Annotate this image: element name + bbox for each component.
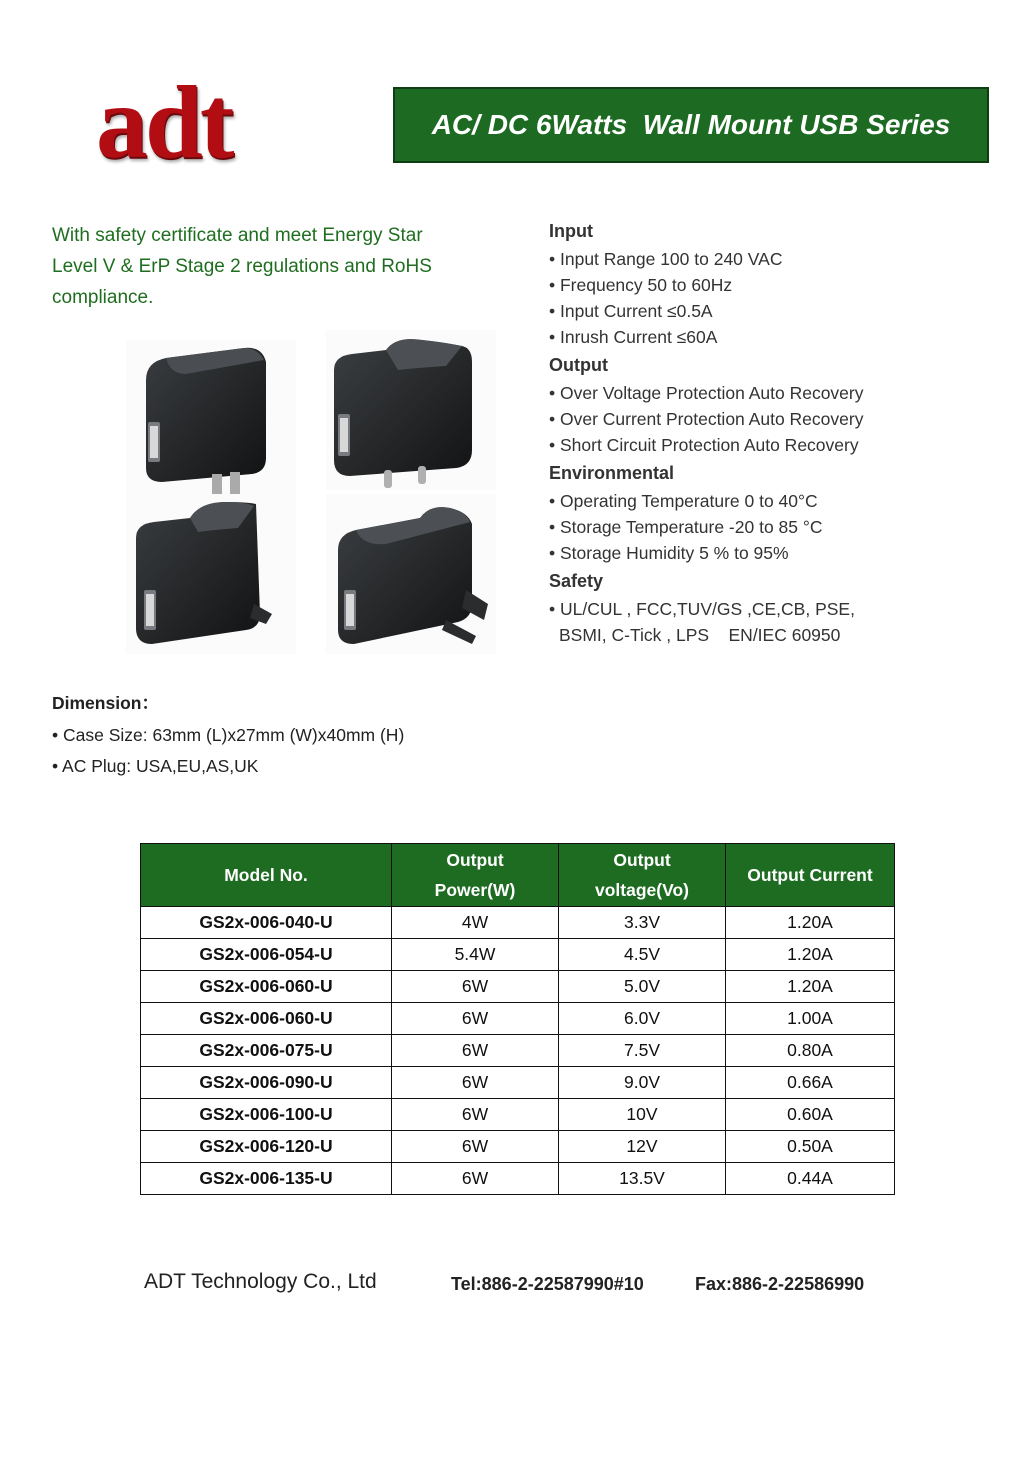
cell-output-power: 6W [392, 1003, 559, 1035]
dimension-item: • Case Size: 63mm (L)x27mm (W)x40mm (H) [52, 725, 405, 745]
output-spec-item: • Over Current Protection Auto Recovery [549, 409, 864, 429]
table-row [141, 971, 895, 1003]
cell-output-power: 6W [392, 1067, 559, 1099]
safety-spec-item: • UL/CUL , FCC,TUV/GS ,CE,CB, PSE, [549, 599, 855, 619]
cell-output-power: 4W [392, 907, 559, 939]
cell-output-voltage: 13.5V [559, 1163, 726, 1195]
cell-output-current: 0.80A [726, 1035, 895, 1067]
cell-model-no: GS2x-006-135-U [141, 1163, 392, 1195]
table-row [141, 907, 895, 939]
adt-logo: adt [96, 65, 232, 180]
table-row [141, 1003, 895, 1035]
cell-output-voltage: 7.5V [559, 1035, 726, 1067]
input-heading: Input [549, 221, 593, 241]
input-spec-item: • Input Current ≤0.5A [549, 301, 713, 321]
adapter-photo-usa-plug [126, 340, 296, 500]
environmental-spec-item: • Storage Temperature -20 to 85 °C [549, 517, 823, 537]
header-model-no: Model No. [141, 844, 392, 907]
table-row [141, 1163, 895, 1195]
output-spec-item: • Short Circuit Protection Auto Recovery [549, 435, 859, 455]
cell-output-current: 0.66A [726, 1067, 895, 1099]
output-spec-item: • Over Voltage Protection Auto Recovery [549, 383, 864, 403]
cell-output-power: 6W [392, 971, 559, 1003]
input-spec-item: • Frequency 50 to 60Hz [549, 275, 733, 295]
cell-output-current: 0.60A [726, 1099, 895, 1131]
header-output-power: Output Power(W) [392, 844, 559, 907]
environmental-spec-item: • Storage Humidity 5 % to 95% [549, 543, 789, 563]
cell-model-no: GS2x-006-054-U [141, 939, 392, 971]
dimension-item: • AC Plug: USA,EU,AS,UK [52, 756, 259, 776]
specifications [549, 216, 1019, 648]
cell-output-power: 6W [392, 1163, 559, 1195]
cell-output-current: 0.44A [726, 1163, 895, 1195]
cell-model-no: GS2x-006-120-U [141, 1131, 392, 1163]
cell-model-no: GS2x-006-040-U [141, 907, 392, 939]
footer [144, 1270, 1004, 1300]
cell-output-power: 5.4W [392, 939, 559, 971]
series-title-banner [393, 87, 989, 163]
cell-output-current: 0.50A [726, 1131, 895, 1163]
cell-output-voltage: 6.0V [559, 1003, 726, 1035]
cell-output-power: 6W [392, 1099, 559, 1131]
cell-output-current: 1.20A [726, 907, 895, 939]
intro-text [52, 220, 492, 313]
header-output-voltage: Output voltage(Vo) [559, 844, 726, 907]
cell-output-voltage: 12V [559, 1131, 726, 1163]
series-title: AC/ DC 6Watts Wall Mount USB Series [431, 109, 951, 140]
adapter-photo-eu-plug [326, 330, 496, 490]
table-row [141, 1099, 895, 1131]
environmental-spec-item: • Operating Temperature 0 to 40°C [549, 491, 818, 511]
output-heading: Output [549, 355, 608, 375]
intro-line: Level V & ErP Stage 2 regulations and RoHS [52, 256, 432, 277]
header-output-current: Output Current [726, 844, 895, 907]
adapter-photo-uk-plug [326, 494, 496, 654]
table-row [141, 1035, 895, 1067]
input-spec-item: • Inrush Current ≤60A [549, 327, 718, 347]
table-header-row [141, 844, 895, 907]
cell-model-no: GS2x-006-060-U [141, 1003, 392, 1035]
cell-output-current: 1.00A [726, 1003, 895, 1035]
model-table [140, 843, 895, 1195]
cell-output-voltage: 3.3V [559, 907, 726, 939]
cell-output-voltage: 9.0V [559, 1067, 726, 1099]
cell-output-current: 1.20A [726, 939, 895, 971]
safety-spec-item: BSMI, C-Tick , LPS EN/IEC 60950 [559, 625, 841, 645]
intro-line: With safety certificate and meet Energy Star [52, 225, 423, 246]
cell-model-no: GS2x-006-060-U [141, 971, 392, 1003]
adapter-photo-as-plug [126, 494, 296, 654]
environmental-heading: Environmental [549, 463, 675, 483]
dimension-section [52, 690, 552, 782]
cell-output-voltage: 10V [559, 1099, 726, 1131]
cell-model-no: GS2x-006-090-U [141, 1067, 392, 1099]
cell-output-power: 6W [392, 1035, 559, 1067]
cell-model-no: GS2x-006-100-U [141, 1099, 392, 1131]
company-name: ADT Technology Co., Ltd [144, 1270, 377, 1293]
fax: Fax:886-2-22586990 [695, 1274, 865, 1294]
cell-output-voltage: 4.5V [559, 939, 726, 971]
input-spec-item: • Input Range 100 to 240 VAC [549, 249, 783, 269]
cell-model-no: GS2x-006-075-U [141, 1035, 392, 1067]
intro-line: compliance. [52, 287, 154, 308]
safety-heading: Safety [549, 571, 604, 591]
cell-output-current: 1.20A [726, 971, 895, 1003]
table-row [141, 939, 895, 971]
telephone: Tel:886-2-22587990#10 [451, 1274, 644, 1294]
cell-output-power: 6W [392, 1131, 559, 1163]
dimension-heading: Dimension： [52, 693, 159, 713]
table-row [141, 1131, 895, 1163]
cell-output-voltage: 5.0V [559, 971, 726, 1003]
product-photo-grid [126, 330, 490, 654]
table-row [141, 1067, 895, 1099]
